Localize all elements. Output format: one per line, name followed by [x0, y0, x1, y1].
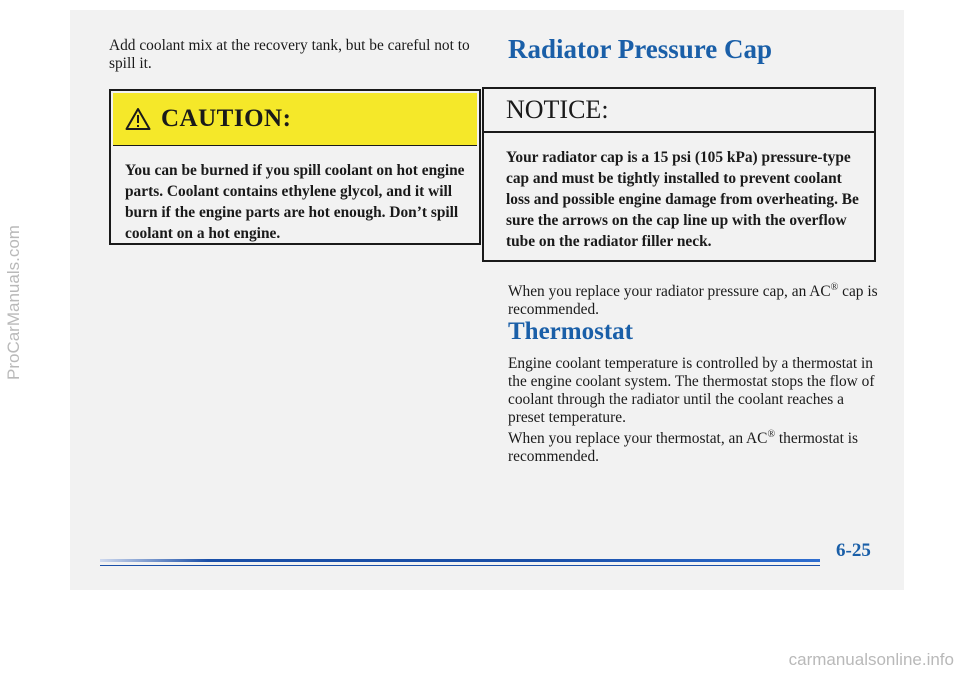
thermostat-text-after: thermostat is recommended. [508, 430, 858, 465]
registered-mark: ® [830, 281, 839, 293]
radiator-cap-heading: Radiator Pressure Cap [508, 34, 773, 64]
cap-text-before: When you replace your radiator pressure cap, an AC [508, 283, 831, 300]
notice-box [482, 87, 876, 262]
thermostat-recommendation-paragraph [508, 430, 878, 466]
page-number: 6-25 [836, 540, 871, 561]
footer-rule [100, 559, 820, 562]
thermostat-heading: Thermostat [508, 318, 633, 345]
caution-box [109, 89, 481, 245]
cap-recommendation-paragraph [508, 283, 878, 319]
notice-text: Your radiator cap is a 15 psi (105 kPa) pressure-type cap and must be tightly installed to prevent coolant loss and possible engine damage from overheating. Be sure the arrows on the cap line up with the overflow tube on the radiator filler neck. [506, 149, 859, 250]
left-column [109, 37, 479, 73]
registered-mark: ® [767, 428, 776, 440]
thermostat-text-before: When you replace your thermostat, an AC [508, 430, 768, 447]
notice-title: NOTICE: [484, 89, 874, 133]
footer-rule-thin [100, 565, 820, 566]
caution-text: You can be burned if you spill coolant on hot engine parts. Coolant contains ethylene glycol, and it will burn if the engine parts are hot enough. Don’t spill coolant on a hot engine. [125, 162, 465, 242]
warning-triangle-icon [125, 107, 151, 131]
intro-paragraph: Add coolant mix at the recovery tank, but be careful not to spill it. [109, 37, 470, 72]
side-watermark: ProCarManuals.com [4, 225, 23, 380]
bottom-watermark: carmanualsonline.info [788, 650, 954, 669]
cap-text-after: cap is recommended. [508, 283, 878, 318]
thermostat-paragraph: Engine coolant temperature is controlled by a thermostat in the engine coolant system. The thermostat stops the flow of coolant through the radiator until the coolant reaches a preset temperature. [508, 355, 875, 426]
caution-header [113, 93, 477, 146]
caution-title: CAUTION: [161, 105, 292, 132]
